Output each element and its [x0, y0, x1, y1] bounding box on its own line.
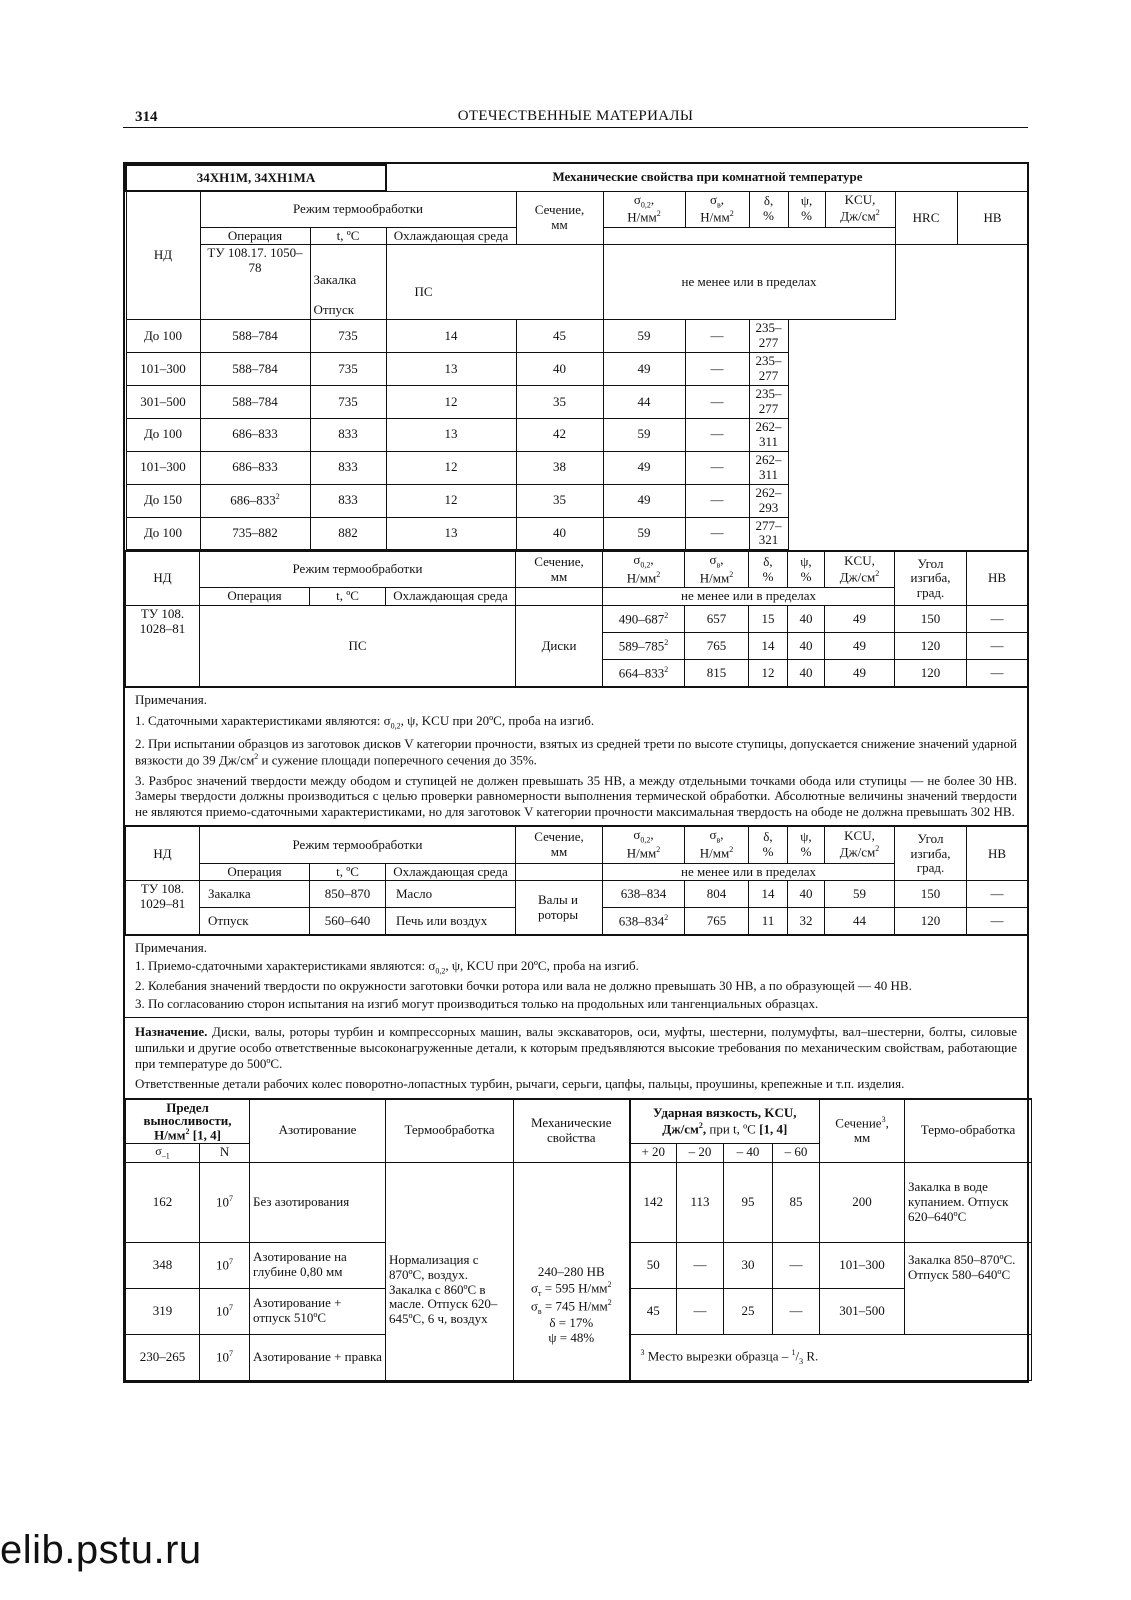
temp-value: 560–640: [310, 908, 386, 935]
table-row: [126, 320, 1028, 353]
sv-value: 735: [310, 386, 386, 419]
psi-value: 40: [788, 606, 825, 633]
hrc-value: —: [685, 517, 749, 550]
delta-value: 13: [386, 517, 516, 550]
sv-value: 833: [310, 484, 386, 517]
delta-value: 14: [749, 881, 788, 908]
col-delta: δ, %: [749, 551, 788, 588]
kcu-value: 59: [825, 881, 895, 908]
col-s02: $\sigma_{0,2}$, $Н/мм^2$: [603, 551, 685, 588]
table-row: [126, 517, 1028, 550]
min-note: не менее или в пределах: [603, 588, 895, 606]
section-value: 101–300: [126, 353, 200, 386]
col-psi: ψ, %: [788, 826, 825, 863]
purpose-text: Диски, валы, роторы турбин и компрессорных машин, валы экскаваторов, оси, муфты, шестерни, полумуфты, вал–шестерни, болты, силовые шпильки и другие особо ответственные высоконагруженные детали, к которым предъявляются высокие требования по механическим свойствам, работающие при температуре до 500ºС.: [135, 1024, 1017, 1071]
note-1: 1. Сдаточными характеристиками являются: $\sigma_{0,2}$, ψ, KCU при 20ºС, проба на изгиб.: [135, 713, 595, 731]
hb-value: 262–311: [749, 451, 788, 484]
table-row: [126, 418, 1028, 451]
mechanical-values: 240–280 НВ $\sigma_т = 595$ $Н/мм^2$ $\sigma_в = 745$ $Н/мм^2$ δ = 17% ψ = 48%: [514, 1162, 630, 1380]
endurance-value: 230–265: [126, 1334, 200, 1380]
section-value: До 100: [126, 517, 200, 550]
psi-value: 40: [788, 660, 825, 687]
hb-value: 235–277: [749, 386, 788, 419]
table-row: [126, 353, 1028, 386]
delta-value: 15: [749, 606, 788, 633]
s02-value: $490-687^2$: [603, 606, 685, 633]
col-section: Сечение, мм: [516, 551, 603, 588]
s02-value: 638–834: [603, 881, 685, 908]
table-row: [126, 484, 1028, 517]
angle-value: 120: [895, 660, 967, 687]
kcu-value: 85: [773, 1162, 820, 1242]
col-sv: $\sigma_в$, $Н/мм^2$: [685, 826, 749, 863]
section-value: Диски: [516, 606, 603, 687]
table-row: [126, 386, 1028, 419]
properties-table-1: [125, 164, 1029, 550]
hb-value: 277–321: [749, 517, 788, 550]
col-sv: $\sigma_в$, $Н/мм^2$: [685, 191, 749, 227]
delta-value: 12: [749, 660, 788, 687]
temp-value: 850–870: [310, 881, 386, 908]
col-nd: НД: [126, 191, 200, 320]
nitriding: Азотирование + отпуск 510ºС: [250, 1288, 386, 1334]
s02-value: 588–784: [200, 320, 310, 353]
psi-value: 40: [788, 633, 825, 660]
cycles: $10^7$: [200, 1162, 250, 1242]
section-value: 301–500: [126, 386, 200, 419]
col-sigma: $\sigma_{-1}$: [126, 1144, 200, 1163]
hrc-value: —: [685, 386, 749, 419]
col-operation: Операция: [200, 588, 310, 606]
angle-value: 120: [895, 908, 967, 935]
note-2: 2. Колебания значений твердости по окружности заготовки бочки ротора или вала не должно превышать 30 НВ, а по образующей — 40 НВ.: [135, 978, 912, 994]
sv-value: 833: [310, 451, 386, 484]
kcu-value: 59: [603, 517, 685, 550]
operations: Закалка Отпуск: [310, 245, 386, 320]
hb-value: —: [967, 606, 1028, 633]
psi-value: 32: [788, 908, 825, 935]
nitriding: Без азотирования: [250, 1162, 386, 1242]
temp-2: – 40: [724, 1144, 773, 1163]
hrc-value: —: [685, 451, 749, 484]
notes-title: Примечания.: [135, 692, 207, 708]
col-delta: δ, %: [749, 191, 788, 227]
col-impact: Ударная вязкость, KCU, $Дж/см^2$, при t, ºС [1, 4]: [630, 1099, 820, 1144]
kcu-value: 95: [724, 1162, 773, 1242]
col-operation: Операция: [200, 863, 310, 881]
sv-value: 765: [685, 908, 749, 935]
col-kcu: KCU, $Дж/см^2$: [825, 191, 895, 227]
delta-value: 11: [749, 908, 788, 935]
kcu-value: 44: [603, 386, 685, 419]
psi-value: 42: [516, 418, 603, 451]
endurance-table: [125, 1098, 1032, 1381]
endurance-value: 348: [126, 1242, 200, 1288]
material-grade: 34ХН1М, 34ХН1МА: [126, 165, 386, 191]
delta-value: 13: [386, 418, 516, 451]
properties-table-3: [125, 825, 1028, 935]
section-value: До 100: [126, 418, 200, 451]
operation: Закалка: [200, 881, 310, 908]
running-title: ОТЕЧЕСТВЕННЫЕ МАТЕРИАЛЫ: [457, 108, 694, 124]
hb-value: 262–293: [749, 484, 788, 517]
hrc-value: —: [685, 418, 749, 451]
kcu-value: 44: [825, 908, 895, 935]
kcu-value: —: [677, 1288, 724, 1334]
s02-value: $589-785^2$: [603, 633, 685, 660]
sv-value: 815: [685, 660, 749, 687]
notes-1: [125, 687, 1027, 825]
hb-value: —: [967, 660, 1028, 687]
delta-value: 13: [386, 353, 516, 386]
col-nd: НД: [126, 826, 200, 880]
kcu-value: —: [677, 1242, 724, 1288]
hrc-value: —: [685, 320, 749, 353]
delta-value: 14: [386, 320, 516, 353]
endurance-value: 319: [126, 1288, 200, 1334]
s02-value: 588–784: [200, 353, 310, 386]
angle-value: 120: [895, 633, 967, 660]
s02-value: $686-833^2$: [200, 484, 310, 517]
temp-3: – 60: [773, 1144, 820, 1163]
col-sv: $\sigma_в$, $Н/мм^2$: [685, 551, 749, 588]
col-psi: ψ, %: [788, 551, 825, 588]
min-note-row: не менее или в пределах: [603, 245, 895, 320]
kcu-value: 30: [724, 1242, 773, 1288]
s02-value: $638-834^2$: [603, 908, 685, 935]
col-section: Сечение, мм: [516, 191, 603, 245]
note-2: 2. При испытании образцов из заготовок дисков V категории прочности, взятых из средней трети по высоте ступицы, допускается снижение значений ударной вязкости до 39 $Дж/см^2$ и сужение площади поперечного сечения до 35%.: [135, 736, 1017, 768]
hb-value: —: [967, 633, 1028, 660]
col-hb: НВ: [957, 191, 1028, 245]
heat-value: Закалка в воде купанием. Отпуск 620–640ºС: [905, 1162, 1032, 1242]
nd-value: ТУ 108.17. 1050–78: [200, 245, 310, 320]
hb-value: 235–277: [749, 320, 788, 353]
notes-title: Примечания.: [135, 940, 207, 956]
col-mode: Режим термообработки: [200, 191, 516, 227]
col-section: Сечение, мм: [516, 826, 603, 863]
kcu-value: 45: [630, 1288, 677, 1334]
col-mechanical: Механические свойства: [514, 1099, 630, 1162]
col-cooling: Охлаждающая среда: [386, 863, 516, 881]
kcu-value: —: [773, 1242, 820, 1288]
col-hb: НВ: [967, 551, 1028, 605]
section-value: 200: [820, 1162, 905, 1242]
heat-treatment-text: Нормализация с 870ºС, воздух. Закалка с 860ºС в масле. Отпуск 620–645ºС, 6 ч, воздух: [386, 1162, 514, 1380]
section-value: До 150: [126, 484, 200, 517]
psi-value: 40: [788, 881, 825, 908]
delta-value: 12: [386, 386, 516, 419]
kcu-value: 142: [630, 1162, 677, 1242]
page-header: [123, 105, 1028, 128]
cooling: Печь или воздух: [386, 908, 516, 935]
purpose-text-2: Ответственные детали рабочих колес поворотно-лопастных турбин, рычаги, серьги, цапфы, пальцы, проушины, крепежные и т.п. изделия.: [135, 1076, 905, 1092]
sv-value: 657: [685, 606, 749, 633]
kcu-value: 49: [603, 353, 685, 386]
kcu-value: 49: [603, 484, 685, 517]
col-operation: Операция: [200, 227, 310, 245]
delta-value: 14: [749, 633, 788, 660]
delta-value: 12: [386, 484, 516, 517]
table-row: [126, 606, 1028, 633]
mode-ps: ПС: [386, 245, 603, 320]
s02-value: 588–784: [200, 386, 310, 419]
kcu-value: 59: [603, 320, 685, 353]
min-note: не менее или в пределах: [603, 863, 895, 881]
psi-value: 35: [516, 386, 603, 419]
section-value: До 100: [126, 320, 200, 353]
psi-value: 40: [516, 517, 603, 550]
temp-0: + 20: [630, 1144, 677, 1163]
col-section: Сечение$^3$, мм: [820, 1099, 905, 1162]
cycles: $10^7$: [200, 1288, 250, 1334]
cooling: Масло: [386, 881, 516, 908]
col-kcu: KCU, $Дж/см^2$: [825, 551, 895, 588]
hb-value: —: [967, 908, 1028, 935]
col-angle: Угол изгиба, град.: [895, 826, 967, 880]
watermark: elib.pstu.ru: [0, 1528, 202, 1572]
col-nitriding: Азотирование: [250, 1099, 386, 1162]
col-cooling: Охлаждающая среда: [386, 588, 516, 606]
col-s02: $\sigma_{0,2}$, $Н/мм^2$: [603, 191, 685, 227]
kcu-value: —: [773, 1288, 820, 1334]
kcu-value: 50: [630, 1242, 677, 1288]
page-number: 314: [135, 109, 158, 125]
sv-value: 882: [310, 517, 386, 550]
kcu-value: 113: [677, 1162, 724, 1242]
psi-value: 38: [516, 451, 603, 484]
properties-table-2: [125, 550, 1028, 687]
section-value: 301–500: [820, 1288, 905, 1334]
hb-value: —: [967, 881, 1028, 908]
note-1: 1. Приемо-сдаточными характеристиками являются: $\sigma_{0,2}$, ψ, KCU при 20ºС, проба на изгиб.: [135, 958, 639, 976]
psi-value: 45: [516, 320, 603, 353]
note-3: 3. Разброс значений твердости между ободом и ступицей не должен превышать 35 НВ, а между отдельными точками обода или ступицы — не более 30 НВ. Замеры твердости должны производиться с целью проверки равномерности выполнения термической обработки. Абсолютные величины значений твердости не являются приемо-сдаточными характеристиками, но для заготовок V категории прочности максимальная твердость на ободе не должна превышать 302 НВ.: [135, 772, 1017, 819]
s02-value: 686–833: [200, 451, 310, 484]
mode-ps: ПС: [200, 606, 516, 687]
kcu-value: 49: [825, 660, 895, 687]
table-caption: Механические свойства при комнатной температуре: [386, 165, 1028, 191]
operation: Отпуск: [200, 908, 310, 935]
footnote: $^3$ Место вырезки образца – $^1/_3$ R.: [630, 1334, 1032, 1380]
temp-1: – 20: [677, 1144, 724, 1163]
hb-value: 262–311: [749, 418, 788, 451]
notes-2: [125, 935, 1027, 1017]
col-s02: $\sigma_{0,2}$, $Н/мм^2$: [603, 826, 685, 863]
col-n: N: [200, 1144, 250, 1163]
kcu-value: 49: [825, 633, 895, 660]
psi-value: 40: [516, 353, 603, 386]
col-mode: Режим термообработки: [200, 551, 516, 588]
col-heat-treatment: Термообработка: [386, 1099, 514, 1162]
heat-value: Закалка 850–870ºС. Отпуск 580–640ºС: [905, 1242, 1032, 1334]
kcu-value: 49: [603, 451, 685, 484]
section-value: 101–300: [126, 451, 200, 484]
col-delta: δ, %: [749, 826, 788, 863]
col-heat: Термо-обработка: [905, 1099, 1032, 1162]
purpose: [125, 1017, 1027, 1097]
col-nd: НД: [126, 551, 200, 605]
col-mode: Режим термообработки: [200, 826, 516, 863]
s02-value: $664-833^2$: [603, 660, 685, 687]
psi-value: 35: [516, 484, 603, 517]
cycles: $10^7$: [200, 1334, 250, 1380]
table-row: [126, 881, 1028, 908]
purpose-label: Назначение.: [135, 1024, 208, 1040]
angle-value: 150: [895, 606, 967, 633]
sv-value: 735: [310, 320, 386, 353]
delta-value: 12: [386, 451, 516, 484]
nitriding: Азотирование + правка: [250, 1334, 386, 1380]
endurance-value: 162: [126, 1162, 200, 1242]
col-hrc: HRC: [895, 191, 957, 245]
hrc-value: —: [685, 484, 749, 517]
hrc-value: —: [685, 353, 749, 386]
nitriding: Азотирование на глубине 0,80 мм: [250, 1242, 386, 1288]
sv-value: 765: [685, 633, 749, 660]
col-endurance: Предел выносливости, $Н/мм^2$ [1, 4]: [126, 1099, 250, 1144]
cycles: $10^7$: [200, 1242, 250, 1288]
kcu-value: 49: [825, 606, 895, 633]
section-value: Валы и роторы: [516, 881, 603, 935]
kcu-value: 59: [603, 418, 685, 451]
hb-value: 235–277: [749, 353, 788, 386]
col-cooling: Охлаждающая среда: [386, 227, 516, 245]
sv-value: 735: [310, 353, 386, 386]
sv-value: 833: [310, 418, 386, 451]
col-hb: НВ: [967, 826, 1028, 880]
note-3: 3. По согласованию сторон испытания на изгиб могут производиться только на продольных или тангенциальных образцах.: [135, 995, 819, 1011]
nd-value: ТУ 108. 1029–81: [126, 881, 200, 935]
col-temp: t, ºС: [310, 227, 386, 245]
col-temp: t, ºС: [310, 588, 386, 606]
kcu-value: 25: [724, 1288, 773, 1334]
col-kcu: KCU, $Дж/см^2$: [825, 826, 895, 863]
col-angle: Угол изгиба, град.: [895, 551, 967, 605]
material-sheet: [123, 162, 1029, 1383]
sv-value: 804: [685, 881, 749, 908]
angle-value: 150: [895, 881, 967, 908]
table-row: [126, 451, 1028, 484]
s02-value: 686–833: [200, 418, 310, 451]
nd-value: ТУ 108. 1028–81: [126, 606, 200, 687]
s02-value: 735–882: [200, 517, 310, 550]
col-psi: ψ, %: [788, 191, 825, 227]
col-temp: t, ºС: [310, 863, 386, 881]
section-value: 101–300: [820, 1242, 905, 1288]
